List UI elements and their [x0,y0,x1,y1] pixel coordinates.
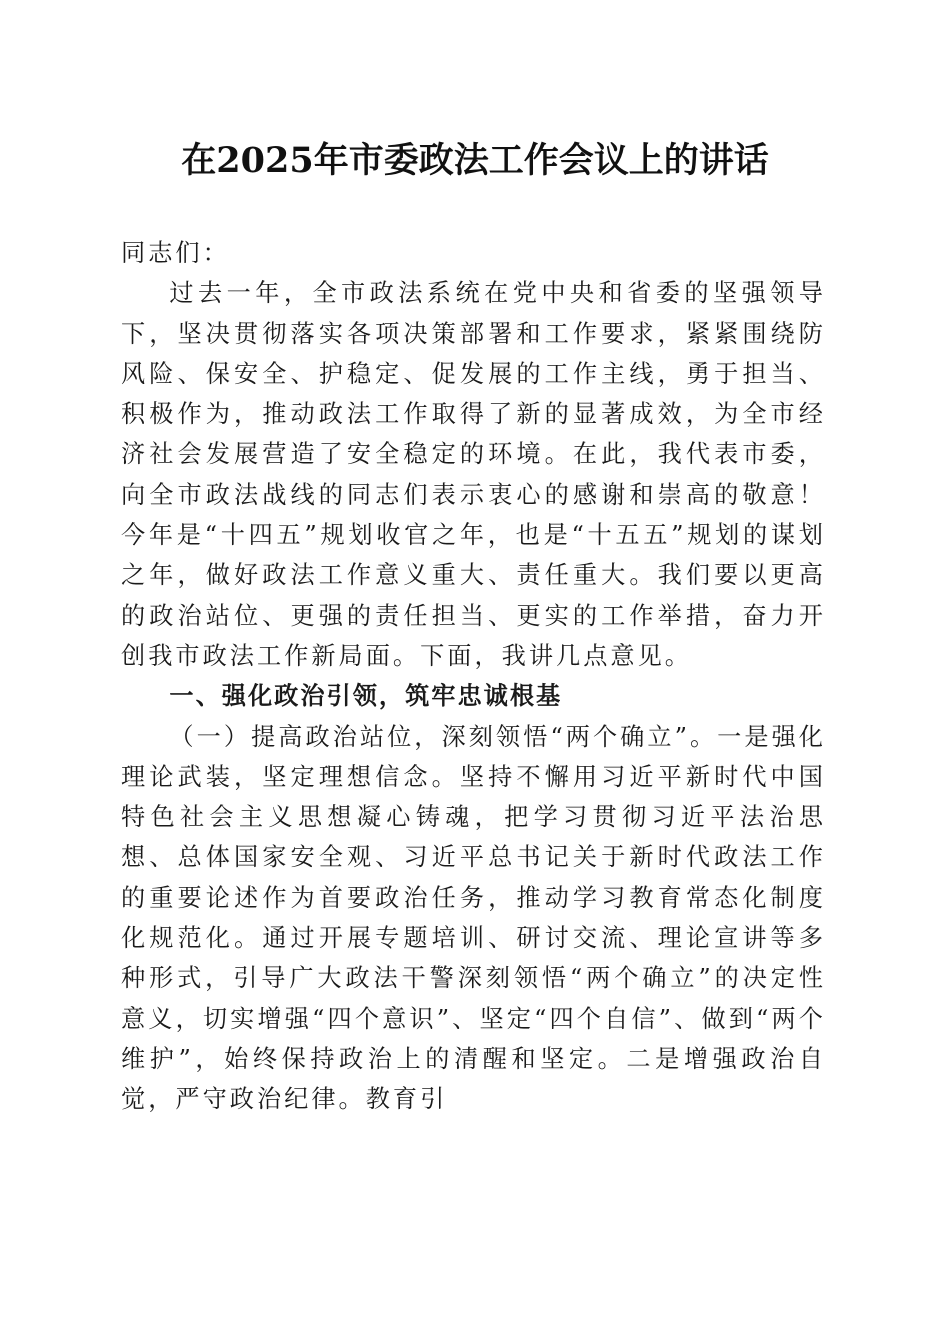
salutation: 同志们： [121,239,230,267]
section-1-paragraph: （一）提高政治站位，深刻领悟“两个确立”。一是强化理论武装，坚定理想信念。坚持不懈用习近平新时代中国特色社会主义思想凝心铸魂，把学习贯彻习近平法治思想、总体国家安全观、习近平总书记关于新时代政法工作的重要论述作为首要政治任务，推动学习教育常态化制度化规范化。通过开展专题培训、研讨交流、理论宣讲等多种形式，引导广大政法干警深刻领悟“两个确立”的决定性意义，切实增强“四个意识”、坚定“四个自信”、做到“两个维护”，始终保持政治上的清醒和坚定。二是增强政治自觉，严守政治纪律。教育引 [121,722,826,1114]
opening-paragraph: 过去一年，全市政法系统在党中央和省委的坚强领导下，坚决贯彻落实各项决策部署和工作要求，紧紧围绕防风险、保安全、护稳定、促发展的工作主线，勇于担当、积极作为，推动政法工作取得了新的显著成效，为全市经济社会发展营造了安全稳定的环境。在此，我代表市委，向全市政法战线的同志们表示衷心的感谢和崇高的敬意！今年是“十四五”规划收官之年，也是“十五五”规划的谋划之年，做好政法工作意义重大、责任重大。我们要以更高的政治站位、更强的责任担当、更实的工作举措，奋力开创我市政法工作新局面。下面，我讲几点意见。 [121,279,826,670]
section-heading-1: 一、强化政治引领，筑牢忠诚根基 [169,682,563,711]
document-title: 在2025年市委政法工作会议上的讲话 [181,140,769,181]
document-body [121,233,826,1120]
